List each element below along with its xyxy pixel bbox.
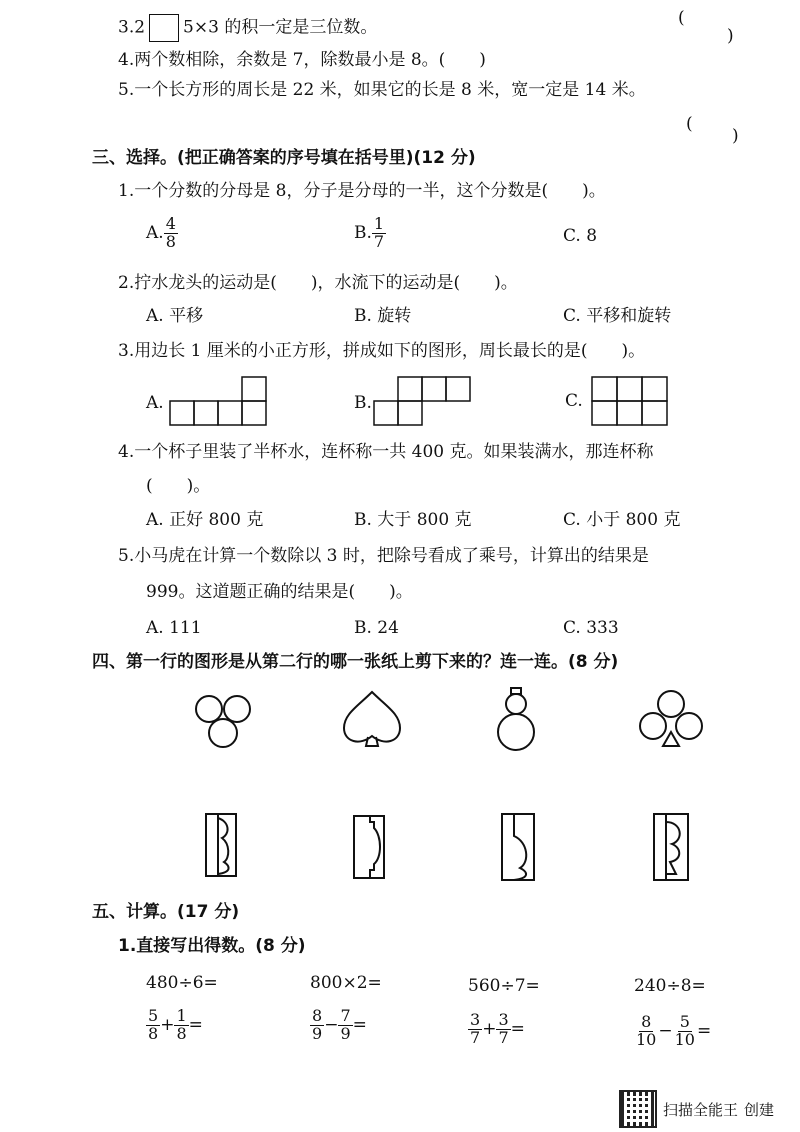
answer-paren-close[interactable]: ) <box>727 26 734 46</box>
numerator: 3 <box>470 1010 481 1029</box>
operator: − <box>658 1020 673 1041</box>
judge-q4: 4.两个数相除，余数是 7，除数最小是 8。( ) <box>118 50 486 70</box>
fraction <box>673 1014 697 1049</box>
calc-fraction-item <box>310 1008 367 1043</box>
judge-q5: 5.一个长方形的周长是 22 米，如果它的长是 8 米，宽一定是 14 米。 <box>118 80 646 100</box>
s3-q3-option-a-label[interactable]: A. <box>146 393 164 413</box>
numerator: 1 <box>373 214 385 233</box>
answer-paren-open[interactable]: ( <box>686 114 693 134</box>
numerator: 8 <box>312 1006 323 1025</box>
judge-q3 <box>118 14 377 42</box>
spade-shape-icon[interactable] <box>340 690 404 750</box>
s3-q4-option-b[interactable]: B. 大于 800 克 <box>354 510 472 530</box>
operator: + <box>482 1018 497 1039</box>
folded-paper-3-icon[interactable] <box>500 812 538 884</box>
s3-q4-option-a[interactable]: A. 正好 800 克 <box>146 510 264 530</box>
fraction <box>164 216 178 251</box>
s3-q5-line2: 999。这道题正确的结果是( )。 <box>146 582 413 602</box>
calc-item: 560÷7= <box>468 976 540 996</box>
blank-box[interactable] <box>149 14 179 42</box>
denominator: 8 <box>148 1023 159 1043</box>
equals: = <box>696 1020 712 1041</box>
fraction <box>146 1008 160 1043</box>
fraction <box>372 216 386 251</box>
folded-paper-4-icon[interactable] <box>652 812 692 884</box>
s3-q2: 2.拧水龙头的运动是( )，水流下的运动是( )。 <box>118 273 518 293</box>
s3-q5-option-c[interactable]: C. 333 <box>563 618 619 638</box>
s3-q2-option-b[interactable]: B. 旋转 <box>354 306 412 326</box>
option-label: B. <box>354 222 372 243</box>
club-shape-icon[interactable] <box>636 688 706 750</box>
denominator: 9 <box>340 1023 351 1043</box>
fraction <box>174 1008 188 1043</box>
s3-q4-option-c[interactable]: C. 小于 800 克 <box>563 510 681 530</box>
qr-code-icon <box>619 1090 657 1128</box>
denominator: 7 <box>498 1027 509 1047</box>
s3-q3: 3.用边长 1 厘米的小正方形，拼成如下的图形，周长最长的是( )。 <box>118 341 646 361</box>
s3-q1-option-b[interactable] <box>354 216 386 251</box>
s3-q3-option-b-label[interactable]: B. <box>354 393 372 413</box>
equals: = <box>188 1014 203 1035</box>
square-figure-c <box>592 375 672 427</box>
denominator: 7 <box>373 231 385 251</box>
fraction <box>310 1008 324 1043</box>
equals: = <box>510 1018 525 1039</box>
numerator: 8 <box>641 1012 652 1031</box>
denominator: 10 <box>674 1029 695 1049</box>
s3-q1-option-a[interactable] <box>146 216 178 251</box>
numerator: 5 <box>148 1006 159 1025</box>
square-figure-b <box>374 375 474 427</box>
fraction <box>634 1014 658 1049</box>
section4-title: 四、第一行的图形是从第二行的哪一张纸上剪下来的？连一连。(8 分) <box>92 652 619 672</box>
answer-paren-close[interactable]: ) <box>732 126 739 146</box>
scanner-watermark <box>619 1090 774 1128</box>
equals: = <box>352 1014 367 1035</box>
s3-q4-line1: 4.一个杯子里装了半杯水，连杯称一共 400 克。如果装满水，那连杯称 <box>118 442 654 462</box>
fraction <box>496 1012 510 1047</box>
s3-q2-option-a[interactable]: A. 平移 <box>146 306 204 326</box>
s3-q4-line2: ( )。 <box>146 476 211 496</box>
judge-q3-prefix: 3.2 <box>118 17 146 38</box>
s3-q1: 1.一个分数的分母是 8，分子是分母的一半，这个分数是( )。 <box>118 181 606 201</box>
section5-title: 五、计算。(17 分) <box>92 902 240 922</box>
gourd-shape-icon[interactable] <box>494 686 538 756</box>
calc-item: 800×2= <box>310 973 382 993</box>
calc-item: 240÷8= <box>634 976 706 996</box>
numerator: 7 <box>340 1006 351 1025</box>
operator: − <box>324 1014 339 1035</box>
s3-q5-option-b[interactable]: B. 24 <box>354 618 399 638</box>
fraction <box>338 1008 352 1043</box>
numerator: 4 <box>165 214 176 233</box>
brand-name: 扫描全能王 <box>662 1100 738 1119</box>
judge-q3-suffix: 5×3 的积一定是三位数。 <box>183 17 378 38</box>
s5-subtitle: 1.直接写出得数。(8 分) <box>118 936 306 956</box>
clover-shape-icon[interactable] <box>190 690 256 752</box>
calc-item: 480÷6= <box>146 973 218 993</box>
folded-paper-2-icon[interactable] <box>352 814 388 882</box>
answer-paren-open[interactable]: ( <box>678 8 685 28</box>
fraction <box>468 1012 482 1047</box>
denominator: 8 <box>165 231 176 251</box>
s3-q5-line1: 5.小马虎在计算一个数除以 3 时，把除号看成了乘号，计算出的结果是 <box>118 546 649 566</box>
s3-q5-option-a[interactable]: A. 111 <box>146 618 202 638</box>
operator: + <box>160 1014 175 1035</box>
s3-q3-option-c-label[interactable]: C. <box>565 391 583 411</box>
option-label: A. <box>146 222 164 243</box>
numerator: 1 <box>176 1006 187 1025</box>
denominator: 8 <box>176 1023 187 1043</box>
created-label: 创建 <box>743 1100 774 1119</box>
square-figure-a <box>170 375 270 427</box>
folded-paper-1-icon[interactable] <box>204 812 240 880</box>
section3-title: 三、选择。(把正确答案的序号填在括号里)(12 分) <box>92 148 476 168</box>
numerator: 3 <box>498 1010 509 1029</box>
numerator: 5 <box>679 1012 690 1031</box>
s3-q2-option-c[interactable]: C. 平移和旋转 <box>563 306 672 326</box>
calc-fraction-item <box>146 1008 203 1043</box>
s3-q1-option-c[interactable]: C. 8 <box>563 226 598 246</box>
denominator: 7 <box>470 1027 481 1047</box>
calc-fraction-item <box>468 1012 525 1047</box>
denominator: 10 <box>636 1029 657 1049</box>
denominator: 9 <box>312 1023 323 1043</box>
calc-fraction-item <box>634 1014 711 1049</box>
